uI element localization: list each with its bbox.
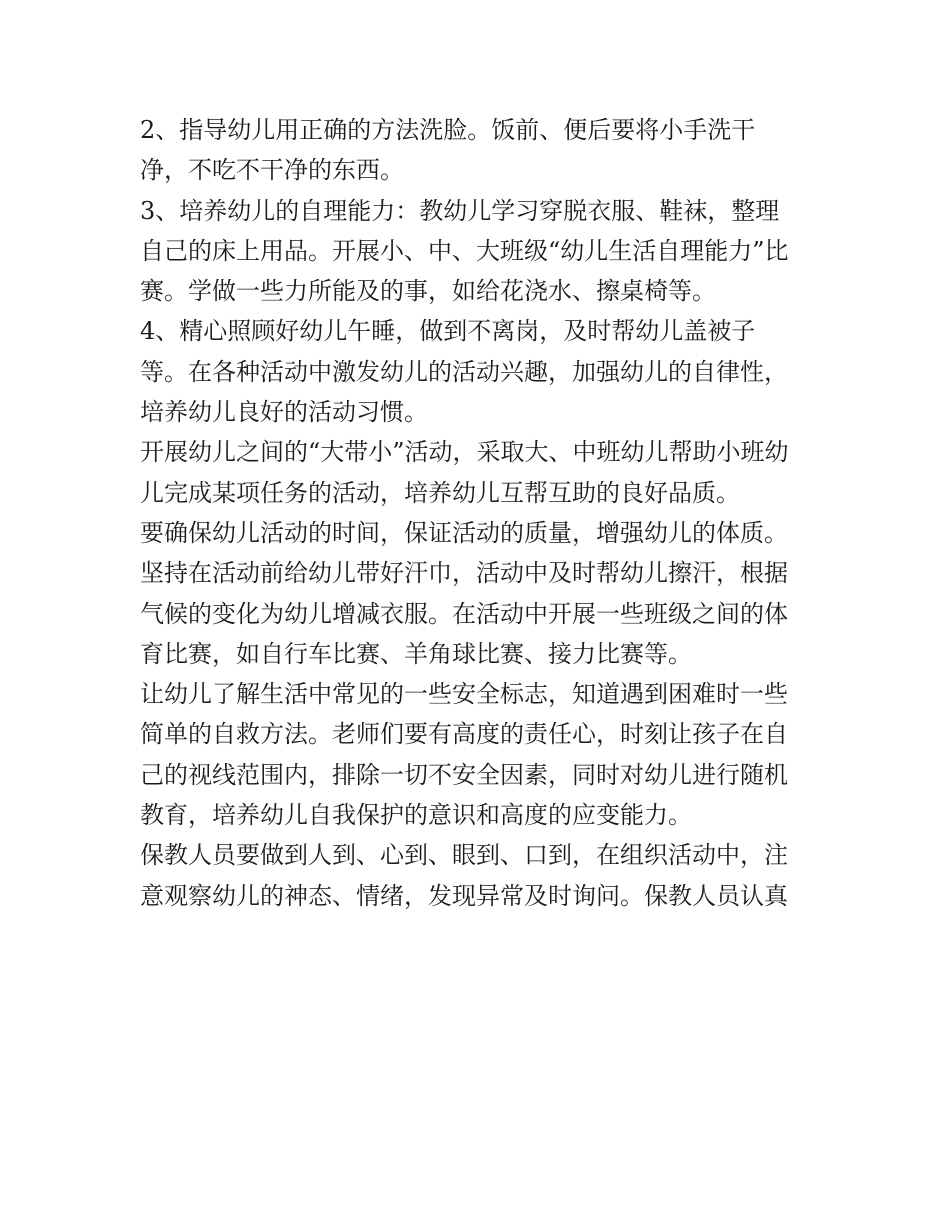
paragraph-nap-care: 4、精心照顾好幼儿午睡，做到不离岗，及时帮幼儿盖被子 等。在各种活动中激发幼儿的活动兴趣，加强幼儿的自律性， 培养幼儿良好的活动习惯。 — [140, 317, 788, 427]
document-body — [140, 110, 820, 916]
paragraph-activity-time: 要确保幼儿活动的时间，保证活动的质量，增强幼儿的体质。 坚持在活动前给幼儿带好汗巾，活动中及时帮幼儿擦汗，根据 气候的变化为幼儿增减衣服。在活动中开展一些班级之间的体 育比赛，如自行车比赛、羊角球比赛、接力比赛等。 — [140, 518, 788, 668]
paragraph-big-helps-small: 开展幼儿之间的“大带小”活动，采取大、中班幼儿帮助小班幼 儿完成某项任务的活动，培养幼儿互帮互助的良好品质。 — [140, 438, 789, 507]
paragraph-staff-attention: 保教人员要做到人到、心到、眼到、口到，在组织活动中，注 意观察幼儿的神态、情绪，发现异常及时询问。保教人员认真 — [140, 841, 788, 910]
paragraph-self-care-ability: 3、培养幼儿的自理能力：教幼儿学习穿脱衣服、鞋袜，整理 自己的床上用品。开展小、中、大班级“幼儿生活自理能力”比 赛。学做一些力所能及的事，如给花浇水、擦桌椅等。 — [140, 196, 789, 306]
paragraph-safety-signs: 让幼儿了解生活中常见的一些安全标志，知道遇到困难时一些 简单的自救方法。老师们要有高度的责任心，时刻让孩子在自 己的视线范围内，排除一切不安全因素，同时对幼儿进行随机 教育，培养幼儿自我保护的意识和高度的应变能力。 — [140, 680, 788, 830]
paragraph-hygiene-face-washing: 2、指导幼儿用正确的方法洗脸。饭前、便后要将小手洗干 净，不吃不干净的东西。 — [140, 116, 756, 185]
